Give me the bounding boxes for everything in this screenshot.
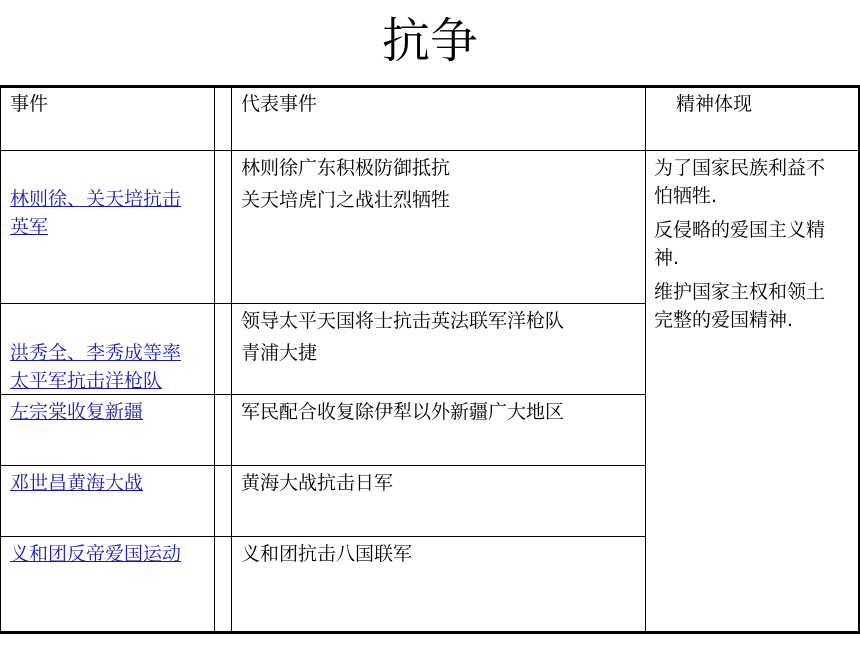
row-divider <box>0 465 645 466</box>
detail-line: 青浦大捷 <box>241 342 318 364</box>
event-link-text[interactable]: 左宗棠收复新疆 <box>10 401 144 423</box>
col-divider <box>645 85 646 634</box>
detail-cell <box>241 307 564 367</box>
header-event: 事件 <box>10 93 49 115</box>
spirit-cell <box>654 154 858 334</box>
page-title: 抗争 <box>381 13 478 69</box>
row-divider <box>0 536 645 537</box>
detail-cell <box>241 154 450 214</box>
detail-line: 林则徐广东积极防御抵抗 <box>241 157 451 179</box>
detail-line: 义和团抗击八国联军 <box>241 543 413 565</box>
event-link[interactable] <box>10 540 215 568</box>
col-divider <box>231 85 232 634</box>
event-link-text[interactable]: 太平军抗击洋枪队 <box>10 370 163 392</box>
detail-cell <box>241 398 564 426</box>
header-spirit: 精神体现 <box>676 93 753 115</box>
detail-line: 领导太平天国将士抗击英法联军洋枪队 <box>241 310 565 332</box>
row-divider <box>0 150 860 151</box>
col-divider <box>0 85 1 634</box>
spirit-line: 神. <box>654 247 680 269</box>
table-top-border <box>0 85 860 88</box>
spirit-line: 完整的爱国精神. <box>654 309 794 331</box>
detail-cell <box>241 540 412 568</box>
spirit-line: 反侵略的爱国主义精 <box>654 219 826 241</box>
detail-line: 黄海大战抗击日军 <box>241 472 394 494</box>
event-link[interactable] <box>10 398 215 426</box>
event-link[interactable] <box>10 469 215 497</box>
detail-line: 军民配合收复除伊犁以外新疆广大地区 <box>241 401 565 423</box>
spirit-line: 怕牺牲. <box>654 185 718 207</box>
event-link-text[interactable]: 邓世昌黄海大战 <box>10 472 144 494</box>
event-link-text[interactable]: 英军 <box>10 216 49 238</box>
detail-cell <box>241 469 393 497</box>
event-link[interactable] <box>10 185 215 241</box>
spirit-line: 维护国家主权和领土 <box>654 281 826 303</box>
event-link-text[interactable]: 林则徐、关天培抗击 <box>10 188 182 210</box>
header-representative: 代表事件 <box>241 93 318 115</box>
row-divider <box>0 303 645 304</box>
event-link-text[interactable]: 义和团反帝爱国运动 <box>10 543 182 565</box>
spirit-line: 为了国家民族利益不 <box>654 157 826 179</box>
event-link[interactable] <box>10 339 215 395</box>
event-link-text[interactable]: 洪秀全、李秀成等率 <box>10 342 182 364</box>
table-bottom-border <box>0 631 860 634</box>
detail-line: 关天培虎门之战壮烈牺牲 <box>241 189 451 211</box>
